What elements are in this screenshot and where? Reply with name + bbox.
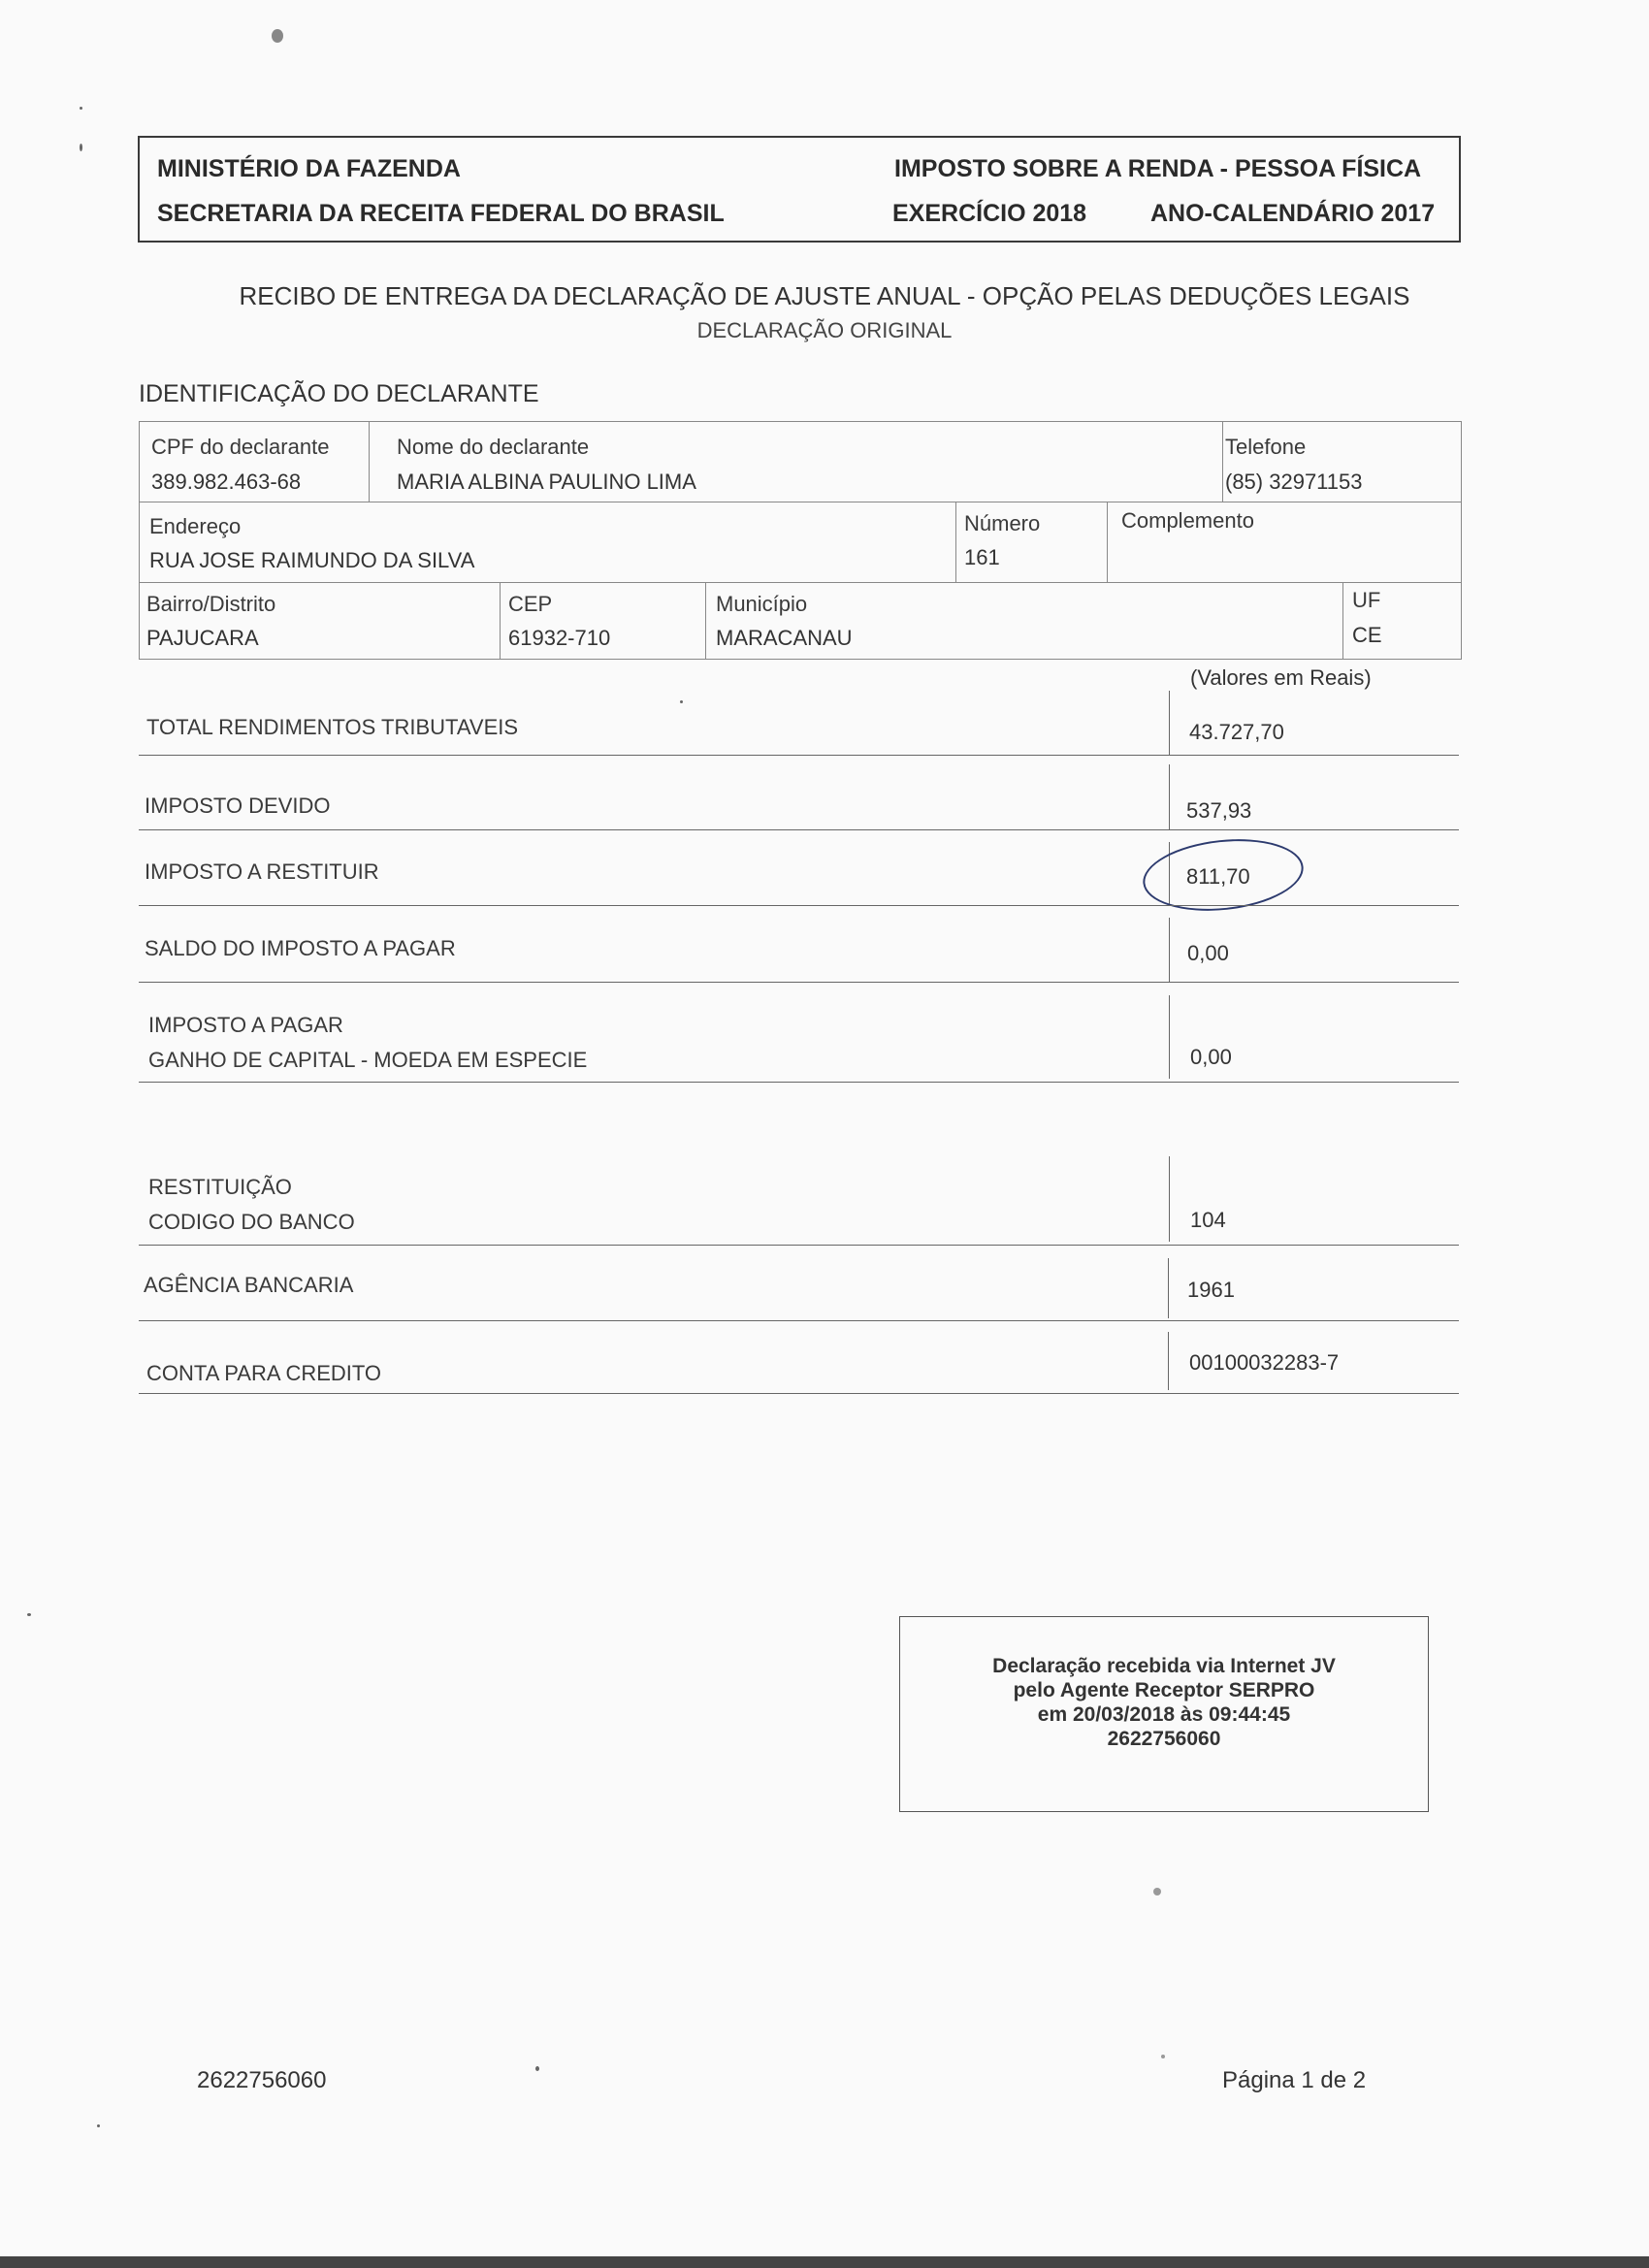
header-box <box>138 136 1461 243</box>
secretariat-name: SECRETARIA DA RECEITA FEDERAL DO BRASIL <box>157 200 725 227</box>
phone-label: Telefone <box>1225 435 1307 459</box>
total-income-value: 43.727,70 <box>1189 720 1284 744</box>
scan-speck <box>80 144 82 151</box>
number-label: Número <box>964 511 1041 535</box>
cpf-label: CPF do declarante <box>151 435 330 459</box>
refund-section-label: RESTITUIÇÃO <box>148 1175 292 1199</box>
account-value: 00100032283-7 <box>1189 1350 1340 1375</box>
tax-due-label: IMPOSTO DEVIDO <box>145 794 331 818</box>
phone-value: (85) 32971153 <box>1225 470 1363 494</box>
stamp-line-1: Declaração recebida via Internet JV <box>992 1655 1336 1677</box>
cep-label: CEP <box>508 592 553 616</box>
capital-gain-label-2: GANHO DE CAPITAL - MOEDA EM ESPECIE <box>148 1048 588 1072</box>
capital-gain-value: 0,00 <box>1190 1045 1232 1069</box>
scan-speck <box>680 700 683 703</box>
city-value: MARACANAU <box>716 626 853 650</box>
uf-label: UF <box>1352 588 1381 612</box>
scan-speck <box>272 29 283 43</box>
capital-gain-label-1: IMPOSTO A PAGAR <box>148 1013 343 1037</box>
unit-note: (Valores em Reais) <box>1190 665 1372 690</box>
scan-speck <box>97 2124 100 2127</box>
district-label: Bairro/Distrito <box>146 592 276 616</box>
agency-label: AGÊNCIA BANCARIA <box>144 1273 354 1297</box>
balance-label: SALDO DO IMPOSTO A PAGAR <box>145 936 456 960</box>
name-label: Nome do declarante <box>397 435 590 459</box>
complement-label: Complemento <box>1121 508 1254 533</box>
cep-value: 61932-710 <box>508 626 611 650</box>
bank-code-value: 104 <box>1190 1208 1226 1232</box>
exercise-year: EXERCÍCIO 2018 <box>892 200 1087 227</box>
identification-section-title: IDENTIFICAÇÃO DO DECLARANTE <box>139 380 539 407</box>
address-value: RUA JOSE RAIMUNDO DA SILVA <box>149 548 475 572</box>
tax-due-value: 537,93 <box>1186 798 1252 823</box>
document-title: RECIBO DE ENTREGA DA DECLARAÇÃO DE AJUSTE ANUAL - OPÇÃO PELAS DEDUÇÕES LEGAIS <box>239 281 1410 310</box>
address-label: Endereço <box>149 514 242 538</box>
document-subtitle: DECLARAÇÃO ORIGINAL <box>696 318 953 342</box>
cpf-value: 389.982.463-68 <box>151 470 302 494</box>
scan-speck <box>1153 1888 1161 1895</box>
account-label: CONTA PARA CREDITO <box>146 1361 382 1385</box>
tax-refund-value: 811,70 <box>1186 864 1250 889</box>
scan-speck <box>535 2066 539 2071</box>
calendar-year: ANO-CALENDÁRIO 2017 <box>1150 200 1436 227</box>
district-value: PAJUCARA <box>146 626 259 650</box>
number-value: 161 <box>964 545 1000 569</box>
footer-page-indicator: Página 1 de 2 <box>1222 2067 1367 2093</box>
uf-value: CE <box>1352 623 1382 647</box>
scan-speck <box>80 107 82 110</box>
tax-title: IMPOSTO SOBRE A RENDA - PESSOA FÍSICA <box>894 155 1422 182</box>
footer-receipt-number: 2622756060 <box>197 2067 327 2093</box>
total-income-label: TOTAL RENDIMENTOS TRIBUTAVEIS <box>146 715 519 739</box>
stamp-line-2: pelo Agente Receptor SERPRO <box>1013 1679 1315 1701</box>
stamp-line-4: 2622756060 <box>1107 1728 1221 1750</box>
name-value: MARIA ALBINA PAULINO LIMA <box>397 470 696 494</box>
scan-speck <box>27 1613 31 1616</box>
agency-value: 1961 <box>1187 1278 1235 1302</box>
city-label: Município <box>716 592 808 616</box>
scan-speck <box>1161 2055 1165 2058</box>
stamp-line-3: em 20/03/2018 às 09:44:45 <box>1037 1703 1291 1726</box>
balance-value: 0,00 <box>1187 941 1229 965</box>
tax-refund-label: IMPOSTO A RESTITUIR <box>145 859 379 884</box>
identification-grid <box>139 421 1462 660</box>
bank-code-label: CODIGO DO BANCO <box>148 1210 355 1234</box>
scan-bottom-edge <box>0 2256 1649 2268</box>
ministry-name: MINISTÉRIO DA FAZENDA <box>157 155 461 182</box>
reception-stamp-box <box>899 1616 1429 1812</box>
